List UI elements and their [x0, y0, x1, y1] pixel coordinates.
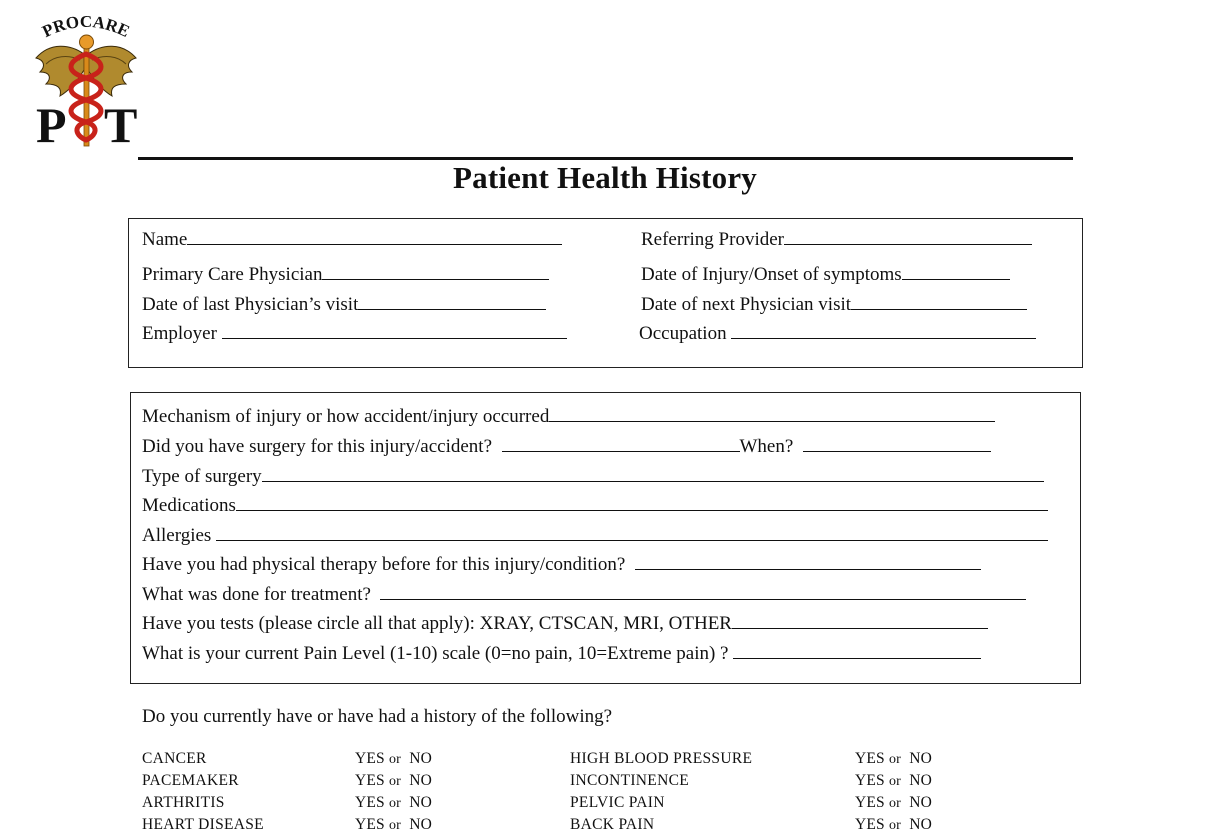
- employer-label: Employer: [142, 323, 217, 344]
- medications-field[interactable]: [236, 494, 1048, 511]
- allergies-label: Allergies: [142, 525, 212, 546]
- type-surgery-field[interactable]: [262, 465, 1044, 482]
- primary-care-field[interactable]: [322, 263, 549, 280]
- condition-right-2: PELVIC PAIN: [570, 794, 665, 811]
- next-visit-row: [641, 293, 1027, 316]
- surgery-field[interactable]: [502, 435, 740, 452]
- tests-row: [142, 612, 988, 635]
- or-text: or: [888, 752, 902, 767]
- pain-label: What is your current Pain Level (1-10) scale (0=no pain, 10=Extreme pain) ?: [142, 643, 729, 664]
- last-visit-row: [142, 293, 546, 316]
- tests-label: Have you tests (please circle all that apply): XRAY, CTSCAN, MRI, OTHER: [142, 613, 732, 634]
- employer-field[interactable]: [222, 322, 567, 339]
- condition-left-0: CANCER: [142, 750, 207, 767]
- yes-no-left-1[interactable]: [355, 772, 432, 791]
- type-surgery-row: [142, 465, 1044, 488]
- tests-field[interactable]: [732, 612, 988, 629]
- pain-row: [142, 642, 981, 665]
- or-text: or: [888, 774, 902, 789]
- condition-left-3: HEART DISEASE: [142, 816, 264, 833]
- pain-field[interactable]: [733, 642, 981, 659]
- logo-t-letter: T: [104, 97, 138, 153]
- yes-option[interactable]: YES: [855, 750, 885, 767]
- when-label: When?: [739, 436, 794, 457]
- pt-before-row: [142, 553, 981, 576]
- or-text: or: [388, 796, 402, 811]
- employer-row: [142, 322, 567, 345]
- treatment-field[interactable]: [380, 583, 1026, 600]
- last-visit-field[interactable]: [358, 293, 546, 310]
- yes-no-right-1[interactable]: [855, 772, 932, 791]
- procare-pt-logo: [30, 14, 142, 154]
- mechanism-label: Mechanism of injury or how accident/injury occurred: [142, 406, 550, 427]
- yes-no-left-3[interactable]: [355, 816, 432, 835]
- condition-right-3: BACK PAIN: [570, 816, 655, 833]
- date-injury-row: [641, 263, 1010, 286]
- no-option[interactable]: NO: [909, 750, 932, 767]
- caduceus-icon: [30, 14, 142, 154]
- no-option[interactable]: NO: [909, 794, 932, 811]
- treatment-row: [142, 583, 1026, 606]
- name-label: Name: [142, 229, 188, 250]
- no-option[interactable]: NO: [409, 772, 432, 789]
- no-option[interactable]: NO: [409, 794, 432, 811]
- condition-left-2: ARTHRITIS: [142, 794, 225, 811]
- yes-no-right-3[interactable]: [855, 816, 932, 835]
- date-injury-field[interactable]: [902, 263, 1010, 280]
- type-surgery-label: Type of surgery: [142, 466, 262, 487]
- history-question: Do you currently have or have had a history of the following?: [142, 706, 613, 727]
- primary-care-label: Primary Care Physician: [142, 264, 323, 285]
- name-row: [142, 228, 562, 251]
- no-option[interactable]: NO: [409, 750, 432, 767]
- surgery-row: [142, 435, 991, 458]
- last-visit-label: Date of last Physician’s visit: [142, 294, 359, 315]
- or-text: or: [388, 752, 402, 767]
- yes-no-right-0[interactable]: [855, 750, 932, 769]
- surgery-label: Did you have surgery for this injury/accident?: [142, 436, 492, 457]
- condition-right-1: INCONTINENCE: [570, 772, 689, 789]
- medications-row: [142, 494, 1048, 517]
- no-option[interactable]: NO: [909, 816, 932, 833]
- allergies-field[interactable]: [216, 524, 1048, 541]
- occupation-field[interactable]: [731, 322, 1036, 339]
- condition-left-1: PACEMAKER: [142, 772, 239, 789]
- occupation-row: [639, 322, 1036, 345]
- yes-option[interactable]: YES: [855, 794, 885, 811]
- date-injury-label: Date of Injury/Onset of symptoms: [641, 264, 902, 285]
- name-field[interactable]: [187, 228, 562, 245]
- yes-no-left-0[interactable]: [355, 750, 432, 769]
- mechanism-row: [142, 405, 995, 428]
- no-option[interactable]: NO: [909, 772, 932, 789]
- yes-option[interactable]: YES: [355, 750, 385, 767]
- or-text: or: [888, 818, 902, 833]
- medications-label: Medications: [142, 495, 236, 516]
- occupation-label: Occupation: [639, 323, 727, 344]
- yes-option[interactable]: YES: [355, 794, 385, 811]
- referring-provider-label: Referring Provider: [641, 229, 784, 250]
- logo-top-text: PROCARE: [39, 14, 133, 42]
- or-text: or: [388, 818, 402, 833]
- yes-option[interactable]: YES: [855, 772, 885, 789]
- referring-provider-row: [641, 228, 1032, 251]
- yes-option[interactable]: YES: [855, 816, 885, 833]
- yes-no-left-2[interactable]: [355, 794, 432, 813]
- referring-provider-field[interactable]: [784, 228, 1032, 245]
- allergies-row: [142, 524, 1048, 547]
- condition-right-0: HIGH BLOOD PRESSURE: [570, 750, 753, 767]
- yes-option[interactable]: YES: [355, 772, 385, 789]
- next-visit-label: Date of next Physician visit: [641, 294, 852, 315]
- page-title: Patient Health History: [452, 160, 758, 195]
- primary-care-row: [142, 263, 549, 286]
- next-visit-field[interactable]: [851, 293, 1027, 310]
- logo-p-letter: P: [36, 97, 67, 153]
- pt-before-label: Have you had physical therapy before for this injury/condition?: [142, 554, 626, 575]
- or-text: or: [388, 774, 402, 789]
- mechanism-field[interactable]: [549, 405, 995, 422]
- yes-no-right-2[interactable]: [855, 794, 932, 813]
- no-option[interactable]: NO: [409, 816, 432, 833]
- or-text: or: [888, 796, 902, 811]
- yes-option[interactable]: YES: [355, 816, 385, 833]
- treatment-label: What was done for treatment?: [142, 584, 371, 605]
- when-field[interactable]: [803, 435, 991, 452]
- pt-before-field[interactable]: [635, 553, 981, 570]
